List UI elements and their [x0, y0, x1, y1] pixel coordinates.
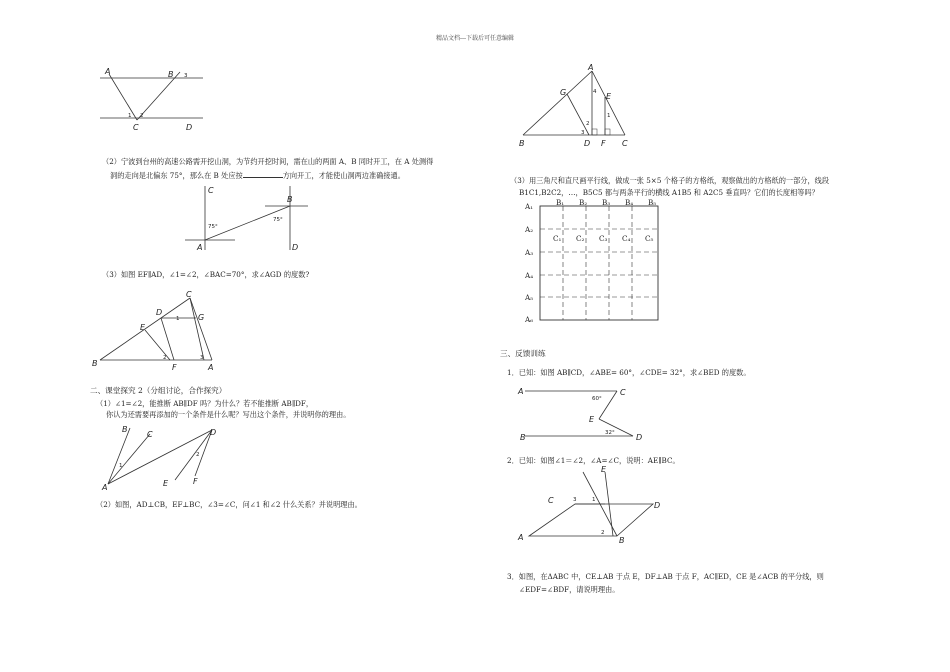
label-d: D [186, 123, 193, 132]
label-d: D [210, 428, 217, 437]
q2-text-line2: 洞的走向是北偏东 75°，那么在 B 处应按 方向开工，才能使山洞两边准确接通。 [110, 171, 405, 180]
label-c: C [622, 139, 628, 148]
label-c: C [548, 496, 554, 505]
feedback-q3-line1: 3．如图，在ΔABC 中，CE⊥AB 于点 E，DF⊥AB 于点 F，AC∥ED，CE 是∠ACB 的平分线，则 [507, 572, 824, 581]
s2-q1-line2: 你认为还需要再添加的一个条件是什么呢？写出这个条件，并说明你的理由。 [106, 410, 351, 419]
grid-label-a1: A₁ [525, 202, 534, 211]
grid-label-a4: A₄ [525, 271, 534, 280]
label-e: E [589, 415, 595, 424]
label-e: E [606, 92, 612, 101]
s2-q2-text: （2）如图，AD⊥CB，EF⊥BC，∠3=∠C，问∠1 和∠2 什么关系？并说明理由。 [96, 500, 362, 509]
grid-label-a2: A₂ [525, 225, 534, 234]
label-f: F [193, 477, 198, 486]
label-a: A [208, 363, 214, 372]
label-b: B [122, 425, 128, 434]
svg-text:60°: 60° [592, 396, 602, 402]
grid-label-c3: C₃ [599, 234, 608, 243]
svg-text:2: 2 [163, 355, 167, 361]
label-c: C [147, 430, 153, 439]
label-e: E [140, 323, 146, 332]
feedback-q3-line2: ∠EDF=∠BDF，请说明理由。 [519, 585, 620, 594]
svg-text:3: 3 [184, 73, 188, 79]
right-q3-line2: B1C1,B2C2，…，B5C5 都与两条平行的横线 A1B5 和 A2C5 垂直吗？它们的长度相等吗？ [519, 188, 819, 197]
grid-label-a3: A₃ [525, 248, 534, 257]
label-a: A [102, 483, 108, 492]
label-f: F [172, 363, 177, 372]
label-g: G [560, 88, 567, 97]
svg-text:75°: 75° [208, 224, 218, 230]
svg-text:1: 1 [607, 113, 611, 119]
svg-text:1: 1 [592, 497, 596, 503]
svg-text:2: 2 [196, 452, 200, 458]
label-d: D [292, 243, 299, 252]
label-a: A [105, 67, 111, 76]
grid-label-a6: A₆ [525, 315, 534, 324]
grid-label-c1: C₁ [553, 234, 562, 243]
svg-text:3: 3 [573, 497, 577, 503]
grid-label-b4: B₄ [625, 198, 634, 207]
section2-title: 二、课堂探究 2（分组讨论，合作探究） [90, 386, 227, 395]
figure-tunnel-bearing [180, 184, 310, 254]
section3-title: 三、反馈训练 [500, 349, 546, 358]
svg-text:1: 1 [176, 316, 180, 322]
label-d: D [584, 139, 591, 148]
answer-blank[interactable] [243, 170, 283, 178]
grid-label-c4: C₄ [622, 234, 631, 243]
svg-text:1: 1 [128, 113, 132, 119]
label-f: F [601, 139, 606, 148]
label-e: E [163, 479, 169, 488]
label-d: D [156, 308, 163, 317]
label-a: A [518, 533, 524, 542]
svg-text:2: 2 [586, 121, 590, 127]
label-c: C [186, 290, 192, 299]
right-q3-line1: （3）用三角尺和直尺画平行线，做成一张 5×5 个格子的方格纸，观察做出的方格纸的一部分，线段 [510, 176, 830, 185]
label-b: B [92, 359, 98, 368]
figure-triangle-altitude [515, 65, 640, 150]
q3-text: （3）如图 EF∥AD，∠1=∠2，∠BAC=70°，求∠AGD 的度数? [102, 270, 310, 279]
svg-text:2: 2 [601, 530, 605, 536]
label-b: B [519, 139, 525, 148]
s2-q1-line1: （1）∠1=∠2，能推断 AB∥DF 吗？为什么？若不能推断 AB∥DF， [96, 399, 314, 408]
svg-text:4: 4 [593, 89, 597, 95]
grid-label-c5: C₅ [645, 234, 654, 243]
label-a: A [588, 63, 594, 72]
svg-text:32°: 32° [605, 430, 615, 436]
label-a: A [518, 387, 524, 396]
feedback-q2: 2．已知：如图∠1＝∠2，∠A=∠C，说明：AE∥BC。 [507, 456, 680, 465]
page-header: 精品文档---下载后可任意编辑 [435, 35, 515, 42]
label-d: D [636, 433, 643, 442]
q2-text-line1: （2）宁波到台州的高速公路需开挖山洞，为节约开挖时间，需在山的两面 A、B 同时开工，在 A 处测得 [102, 157, 434, 166]
label-b: B [520, 433, 526, 442]
grid-label-b5: B₅ [648, 198, 657, 207]
label-c: C [620, 388, 626, 397]
svg-text:3: 3 [581, 130, 585, 136]
label-a: A [197, 243, 203, 252]
grid-label-b1: B₁ [556, 198, 565, 207]
grid-figure [524, 196, 674, 326]
figure-zigzag-bed [515, 382, 655, 444]
svg-text:2: 2 [140, 113, 144, 119]
figure-triangle-efad [90, 290, 220, 370]
figure-ab-df [100, 422, 230, 492]
grid-label-b3: B₃ [602, 198, 611, 207]
grid-label-b2: B₂ [579, 198, 588, 207]
svg-text:1: 1 [119, 463, 123, 469]
svg-text:3: 3 [200, 355, 204, 361]
label-b: B [287, 195, 293, 204]
figure-parallelogram [515, 466, 675, 546]
feedback-q1: 1．已知：如图 AB∥CD，∠ABE= 60°，∠CDE= 32°，求∠BED 的度数。 [507, 368, 751, 377]
grid-label-a5: A₅ [525, 293, 534, 302]
grid-label-c2: C₂ [576, 234, 585, 243]
label-b: B [168, 70, 174, 79]
label-e: E [601, 465, 607, 474]
label-c: C [208, 186, 214, 195]
label-c: C [133, 123, 139, 132]
label-d: D [654, 501, 661, 510]
grid-lines [524, 196, 674, 326]
svg-text:75°: 75° [273, 217, 283, 223]
label-g: G [198, 313, 205, 322]
figure-parallel-v [95, 62, 215, 137]
label-b: B [619, 536, 625, 545]
